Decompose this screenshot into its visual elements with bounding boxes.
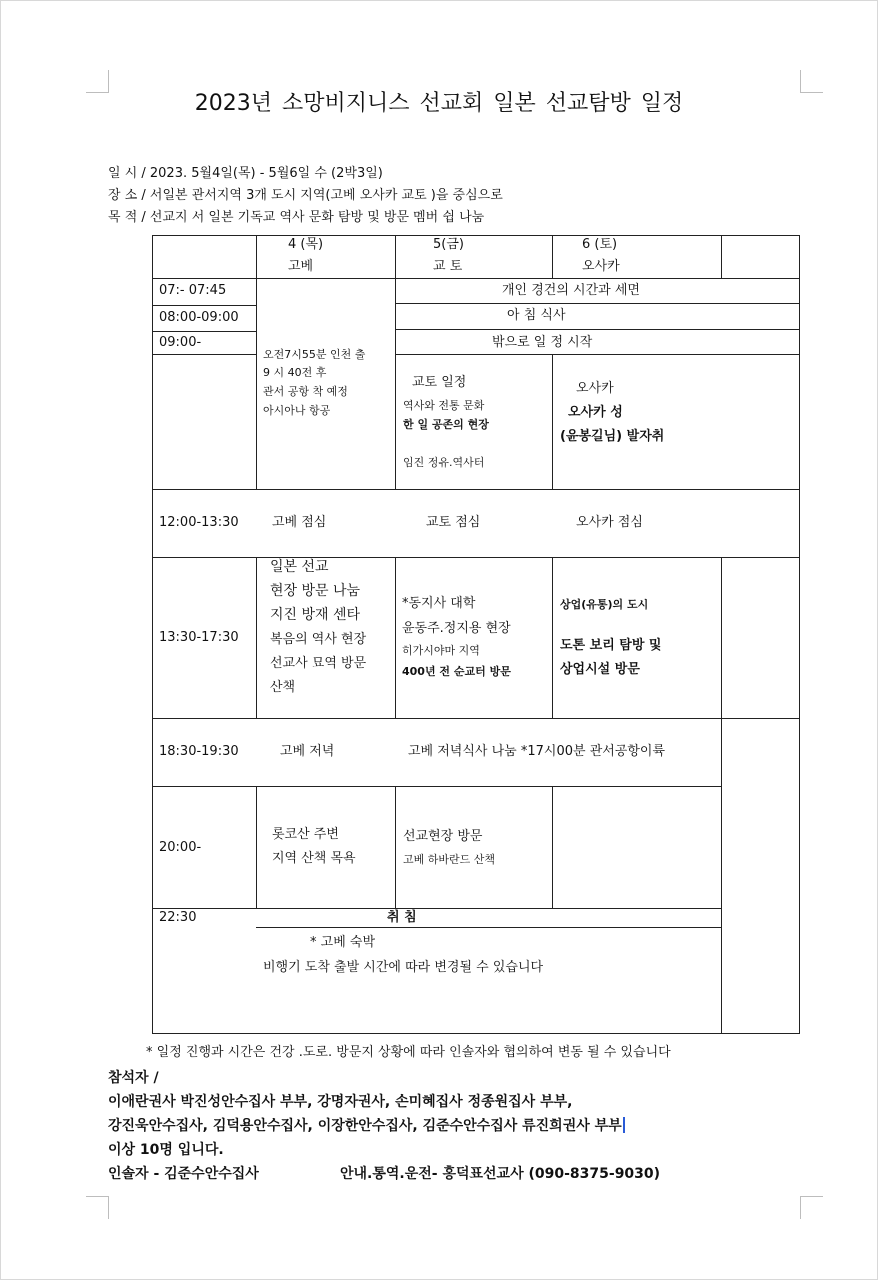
afternoon-kyoto-line: *동지사 대학 bbox=[402, 596, 476, 611]
afternoon-kyoto-line: 히가시야마 지역 bbox=[402, 644, 480, 657]
time-cell: 18:30-19:30 bbox=[159, 744, 239, 759]
afternoon-kyoto-line: 윤동주.정지용 현장 bbox=[402, 621, 511, 636]
afternoon-kobe-line: 선교사 묘역 방문 bbox=[270, 656, 367, 671]
afternoon-osaka-line: 도톤 보리 탐방 및 bbox=[560, 638, 662, 653]
arrival-line: 오전7시55분 인천 출 bbox=[263, 348, 366, 361]
osaka-morning-line: 오사카 성 bbox=[568, 405, 623, 420]
devotion-text: 개인 경건의 시간과 세면 bbox=[502, 283, 640, 298]
margin-mark-bottom-left bbox=[86, 1196, 109, 1219]
afternoon-osaka-line: 상업(유통)의 도시 bbox=[560, 598, 649, 611]
afternoon-kobe-line: 일본 선교 bbox=[270, 559, 329, 575]
evening-kyoto-line: 선교현장 방문 bbox=[403, 829, 483, 844]
osaka-morning-line: (윤봉길님) 발자취 bbox=[560, 429, 665, 444]
arrival-line: 9 시 40전 후 bbox=[263, 366, 327, 379]
city-kobe: 고베 bbox=[288, 259, 314, 274]
lunch-kobe: 고베 점심 bbox=[272, 515, 327, 530]
kyoto-morning-line: 한 일 공존의 현장 bbox=[403, 418, 489, 431]
day-sat: 6 (토) bbox=[582, 237, 618, 252]
city-osaka: 오사카 bbox=[582, 259, 620, 274]
stay-note: * 고베 숙박 bbox=[310, 935, 375, 950]
attendees-line bbox=[108, 1115, 625, 1135]
kyoto-morning-line: 임진 정유.역사터 bbox=[403, 456, 485, 469]
text-cursor bbox=[623, 1117, 625, 1133]
leader-line: 인솔자 - 김준수안수집사 bbox=[108, 1166, 259, 1182]
evening-kobe-line: 지역 산책 목욕 bbox=[272, 851, 356, 866]
kyoto-morning-line: 역사와 전통 문화 bbox=[403, 399, 485, 412]
afternoon-kobe-line: 복음의 역사 현장 bbox=[270, 632, 367, 647]
city-kyoto: 교 토 bbox=[433, 259, 463, 274]
arrival-line: 관서 공항 착 예정 bbox=[263, 385, 348, 398]
attendees-label: 참석자 / bbox=[108, 1070, 159, 1086]
dinner-kyoto: 고베 저녁식사 나눔 *17시00분 관서공항이륙 bbox=[408, 744, 666, 759]
time-cell: 07:- 07:45 bbox=[159, 283, 227, 298]
afternoon-kyoto-line: 400년 전 순교터 방문 bbox=[402, 665, 511, 678]
breakfast-text: 아 침 식사 bbox=[507, 308, 566, 323]
time-cell: 22:30 bbox=[159, 910, 197, 925]
afternoon-kobe-line: 지진 방재 센타 bbox=[270, 607, 361, 623]
total-count: 이상 10명 입니다. bbox=[108, 1142, 224, 1158]
place-line: 장 소 / 서일본 관서지역 3개 도시 지역(고베 오사카 교토 )을 중심으로 bbox=[108, 188, 503, 203]
time-cell: 20:00- bbox=[159, 840, 202, 855]
time-cell: 08:00-09:00 bbox=[159, 310, 239, 325]
time-cell: 12:00-13:30 bbox=[159, 515, 239, 530]
date-line: 일 시 / 2023. 5월4일(목) - 5월6일 수 (2박3일) bbox=[108, 166, 383, 181]
evening-kyoto-line: 고베 하바란드 산책 bbox=[403, 853, 496, 866]
purpose-line: 목 적 / 선교지 서 일본 기독교 역사 문화 탐방 및 방문 멤버 쉽 나눔 bbox=[108, 210, 485, 225]
dinner-kobe: 고베 저녁 bbox=[280, 744, 335, 759]
attendees-line: 이애란권사 박진성안수집사 부부, 강명자권사, 손미혜집사 정종원집사 부부, bbox=[108, 1094, 573, 1110]
kyoto-morning-title: 교토 일정 bbox=[412, 375, 467, 390]
arrival-line: 아시아나 항공 bbox=[263, 404, 331, 417]
document-title: 2023년 소망비지니스 선교회 일본 선교탐방 일정 bbox=[194, 91, 684, 116]
day-fri: 5(금) bbox=[433, 237, 464, 252]
lunch-osaka: 오사카 점심 bbox=[576, 515, 643, 530]
schedule-table bbox=[152, 235, 800, 1034]
attendees-line-text: 강진욱안수집사, 김덕용안수집사, 이장한안수집사, 김준수안수집사 류진희권사 부부 bbox=[108, 1118, 622, 1134]
lunch-kyoto: 교토 점심 bbox=[426, 515, 481, 530]
afternoon-osaka-line: 상업시설 방문 bbox=[560, 662, 640, 677]
osaka-morning-title: 오사카 bbox=[576, 381, 614, 396]
afternoon-kobe-line: 산책 bbox=[270, 680, 296, 695]
sleep-text: 취 침 bbox=[387, 910, 417, 925]
afternoon-kobe-line: 현장 방문 나눔 bbox=[270, 583, 361, 599]
schedule-note: * 일정 진행과 시간은 건강 .도로. 방문지 상황에 따라 인솔자와 협의하여 변동 될 수 있습니다 bbox=[146, 1045, 671, 1060]
time-cell: 13:30-17:30 bbox=[159, 630, 239, 645]
time-cell: 09:00- bbox=[159, 335, 202, 350]
guide-line: 안내.통역.운전- 홍덕표선교사 (090-8375-9030) bbox=[340, 1166, 661, 1182]
day-thu: 4 (목) bbox=[288, 237, 324, 252]
start-text: 밖으로 일 정 시작 bbox=[492, 335, 593, 350]
margin-mark-bottom-right bbox=[800, 1196, 823, 1219]
change-note: 비행기 도착 출발 시간에 따라 변경될 수 있습니다 bbox=[263, 960, 544, 975]
evening-kobe-line: 롯코산 주변 bbox=[272, 827, 339, 842]
